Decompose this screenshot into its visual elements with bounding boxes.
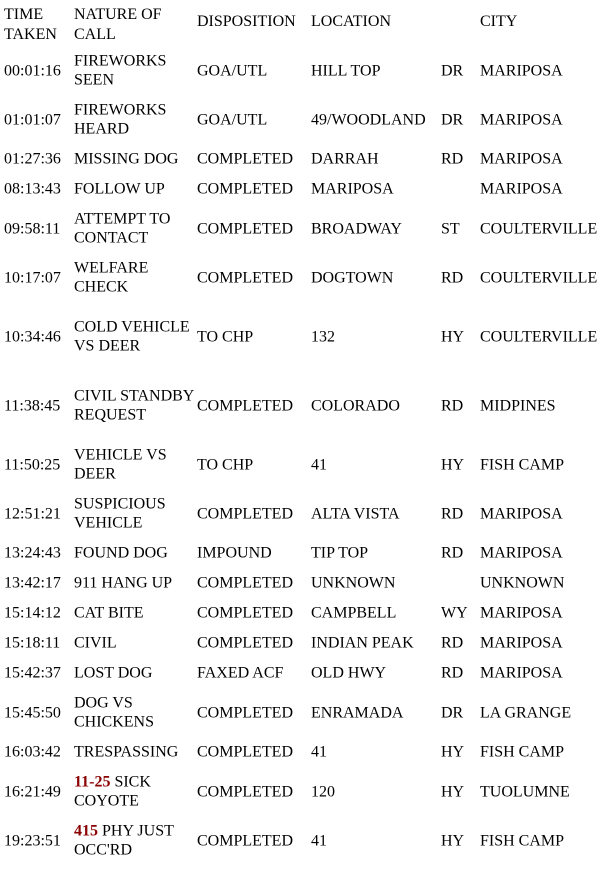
call-street-suffix: HY <box>441 743 465 761</box>
call-disposition: COMPLETED <box>197 703 293 721</box>
call-street-suffix: RD <box>441 544 464 562</box>
call-disposition: COMPLETED <box>197 504 293 522</box>
call-location: 120 <box>311 782 335 800</box>
call-nature: MISSING DOG <box>74 150 179 168</box>
call-time: 15:45:50 <box>4 703 61 721</box>
call-location: MARIPOSA <box>311 180 394 198</box>
call-disposition: COMPLETED <box>197 831 293 849</box>
call-city: MARIPOSA <box>480 664 563 682</box>
call-time: 15:18:11 <box>4 634 61 652</box>
call-disposition: TO CHP <box>197 327 254 345</box>
table-row <box>4 253 614 302</box>
call-nature: TRESPASSING <box>74 743 179 761</box>
call-disposition: COMPLETED <box>197 219 293 237</box>
table-row <box>4 658 614 688</box>
call-time: 09:58:11 <box>4 219 61 237</box>
call-disposition: COMPLETED <box>197 150 293 168</box>
call-location: 49/WOODLAND <box>311 110 426 128</box>
call-disposition: COMPLETED <box>197 396 293 414</box>
call-time: 12:51:21 <box>4 504 61 522</box>
call-nature: FIREWORKS SEEN <box>74 52 167 89</box>
call-code: 11-25 <box>74 773 111 790</box>
call-city: COULTERVILLE <box>480 268 598 286</box>
call-location: BROADWAY <box>311 219 402 237</box>
call-city: FISH CAMP <box>480 831 565 849</box>
call-city: COULTERVILLE <box>480 327 598 345</box>
call-time: 08:13:43 <box>4 180 61 198</box>
call-city: FISH CAMP <box>480 455 565 473</box>
call-nature: FOUND DOG <box>74 544 168 562</box>
call-nature: SUSPICIOUS VEHICLE <box>74 495 166 532</box>
call-time: 11:50:25 <box>4 455 61 473</box>
table-row <box>4 737 614 767</box>
call-city: FISH CAMP <box>480 743 565 761</box>
call-nature: VEHICLE VS DEER <box>74 446 167 483</box>
call-street-suffix: HY <box>441 327 465 345</box>
call-nature <box>74 772 194 811</box>
table-row <box>4 568 614 598</box>
call-nature: FOLLOW UP <box>74 180 165 198</box>
call-street-suffix: ST <box>441 219 460 237</box>
table-row <box>4 816 614 865</box>
call-street-suffix: DR <box>441 703 464 721</box>
call-location: DARRAH <box>311 150 379 168</box>
call-nature: FIREWORKS HEARD <box>74 101 167 138</box>
call-disposition: COMPLETED <box>197 743 293 761</box>
table-row <box>4 302 614 371</box>
header-time: TIME TAKEN <box>4 6 57 43</box>
table-row <box>4 46 614 95</box>
call-location: COLORADO <box>311 396 400 414</box>
call-time: 10:17:07 <box>4 268 61 286</box>
call-location: UNKNOWN <box>311 574 396 592</box>
call-street-suffix: DR <box>441 61 464 79</box>
call-nature: LOST DOG <box>74 664 153 682</box>
call-disposition: COMPLETED <box>197 574 293 592</box>
call-time: 13:24:43 <box>4 544 61 562</box>
call-rows <box>4 46 614 865</box>
call-time: 16:03:42 <box>4 743 61 761</box>
call-nature-text: PHY JUST OCC'RD <box>74 822 174 859</box>
call-time: 13:42:17 <box>4 574 61 592</box>
call-city: MARIPOSA <box>480 544 563 562</box>
call-city: MARIPOSA <box>480 504 563 522</box>
table-row <box>4 95 614 144</box>
call-disposition: COMPLETED <box>197 180 293 198</box>
call-nature: DOG VS CHICKENS <box>74 694 155 731</box>
call-location: INDIAN PEAK <box>311 634 414 652</box>
table-row <box>4 204 614 253</box>
call-time: 01:27:36 <box>4 150 61 168</box>
call-street-suffix: RD <box>441 268 464 286</box>
table-row <box>4 144 614 174</box>
call-disposition: IMPOUND <box>197 544 272 562</box>
call-time: 19:23:51 <box>4 831 61 849</box>
call-nature-text: SICK COYOTE <box>74 773 151 810</box>
call-city: MARIPOSA <box>480 180 563 198</box>
call-nature <box>74 821 194 860</box>
call-time: 00:01:16 <box>4 61 61 79</box>
call-location: OLD HWY <box>311 664 387 682</box>
call-city: LA GRANGE <box>480 703 572 721</box>
call-location: CAMPBELL <box>311 604 397 622</box>
call-disposition: FAXED ACF <box>197 664 284 682</box>
call-location: 132 <box>311 327 335 345</box>
table-row <box>4 371 614 440</box>
call-time: 15:14:12 <box>4 604 61 622</box>
call-code: 415 <box>74 822 98 839</box>
table-row <box>4 174 614 204</box>
call-disposition: COMPLETED <box>197 634 293 652</box>
call-disposition: TO CHP <box>197 455 254 473</box>
call-time: 15:42:37 <box>4 664 61 682</box>
call-location: 41 <box>311 743 327 761</box>
header-row <box>4 2 614 46</box>
call-street-suffix: DR <box>441 110 464 128</box>
call-nature: COLD VEHICLE VS DEER <box>74 318 190 355</box>
call-city: MARIPOSA <box>480 634 563 652</box>
call-city: MARIPOSA <box>480 110 563 128</box>
call-disposition: COMPLETED <box>197 782 293 800</box>
call-street-suffix: HY <box>441 831 465 849</box>
call-nature: CIVIL <box>74 634 117 652</box>
call-location: HILL TOP <box>311 61 381 79</box>
call-street-suffix: RD <box>441 150 464 168</box>
header-disposition: DISPOSITION <box>197 13 296 30</box>
table-row <box>4 628 614 658</box>
table-row <box>4 440 614 489</box>
call-time: 10:34:46 <box>4 327 61 345</box>
header-nature: NATURE OF CALL <box>74 6 162 43</box>
call-time: 11:38:45 <box>4 396 61 414</box>
call-disposition: GOA/UTL <box>197 110 268 128</box>
call-city: UNKNOWN <box>480 574 565 592</box>
table-row <box>4 688 614 737</box>
call-street-suffix: WY <box>441 604 468 622</box>
call-nature: CIVIL STANDBY REQUEST <box>74 387 194 424</box>
table-row <box>4 538 614 568</box>
call-city: TUOLUMNE <box>480 782 570 800</box>
call-location: TIP TOP <box>311 544 369 562</box>
call-city: MARIPOSA <box>480 61 563 79</box>
call-nature: WELFARE CHECK <box>74 259 149 296</box>
call-city: MARIPOSA <box>480 604 563 622</box>
table-row <box>4 489 614 538</box>
call-city: MARIPOSA <box>480 150 563 168</box>
header-location: LOCATION <box>311 13 391 30</box>
call-log <box>4 2 614 865</box>
call-street-suffix: RD <box>441 664 464 682</box>
call-disposition: COMPLETED <box>197 604 293 622</box>
call-nature: ATTEMPT TO CONTACT <box>74 210 171 247</box>
call-street-suffix: RD <box>441 396 464 414</box>
call-disposition: GOA/UTL <box>197 61 268 79</box>
call-nature: 911 HANG UP <box>74 574 173 592</box>
call-street-suffix: HY <box>441 455 465 473</box>
call-city: MIDPINES <box>480 396 556 414</box>
table-row <box>4 767 614 816</box>
call-street-suffix: HY <box>441 782 465 800</box>
call-location: 41 <box>311 455 327 473</box>
call-disposition: COMPLETED <box>197 268 293 286</box>
call-location: ALTA VISTA <box>311 504 400 522</box>
call-street-suffix: RD <box>441 504 464 522</box>
table-row <box>4 598 614 628</box>
call-time: 16:21:49 <box>4 782 61 800</box>
call-street-suffix: RD <box>441 634 464 652</box>
call-time: 01:01:07 <box>4 110 61 128</box>
call-location: ENRAMADA <box>311 703 404 721</box>
call-city: COULTERVILLE <box>480 219 598 237</box>
call-nature: CAT BITE <box>74 604 144 622</box>
call-location: DOGTOWN <box>311 268 394 286</box>
call-location: 41 <box>311 831 327 849</box>
header-city: CITY <box>480 13 518 30</box>
